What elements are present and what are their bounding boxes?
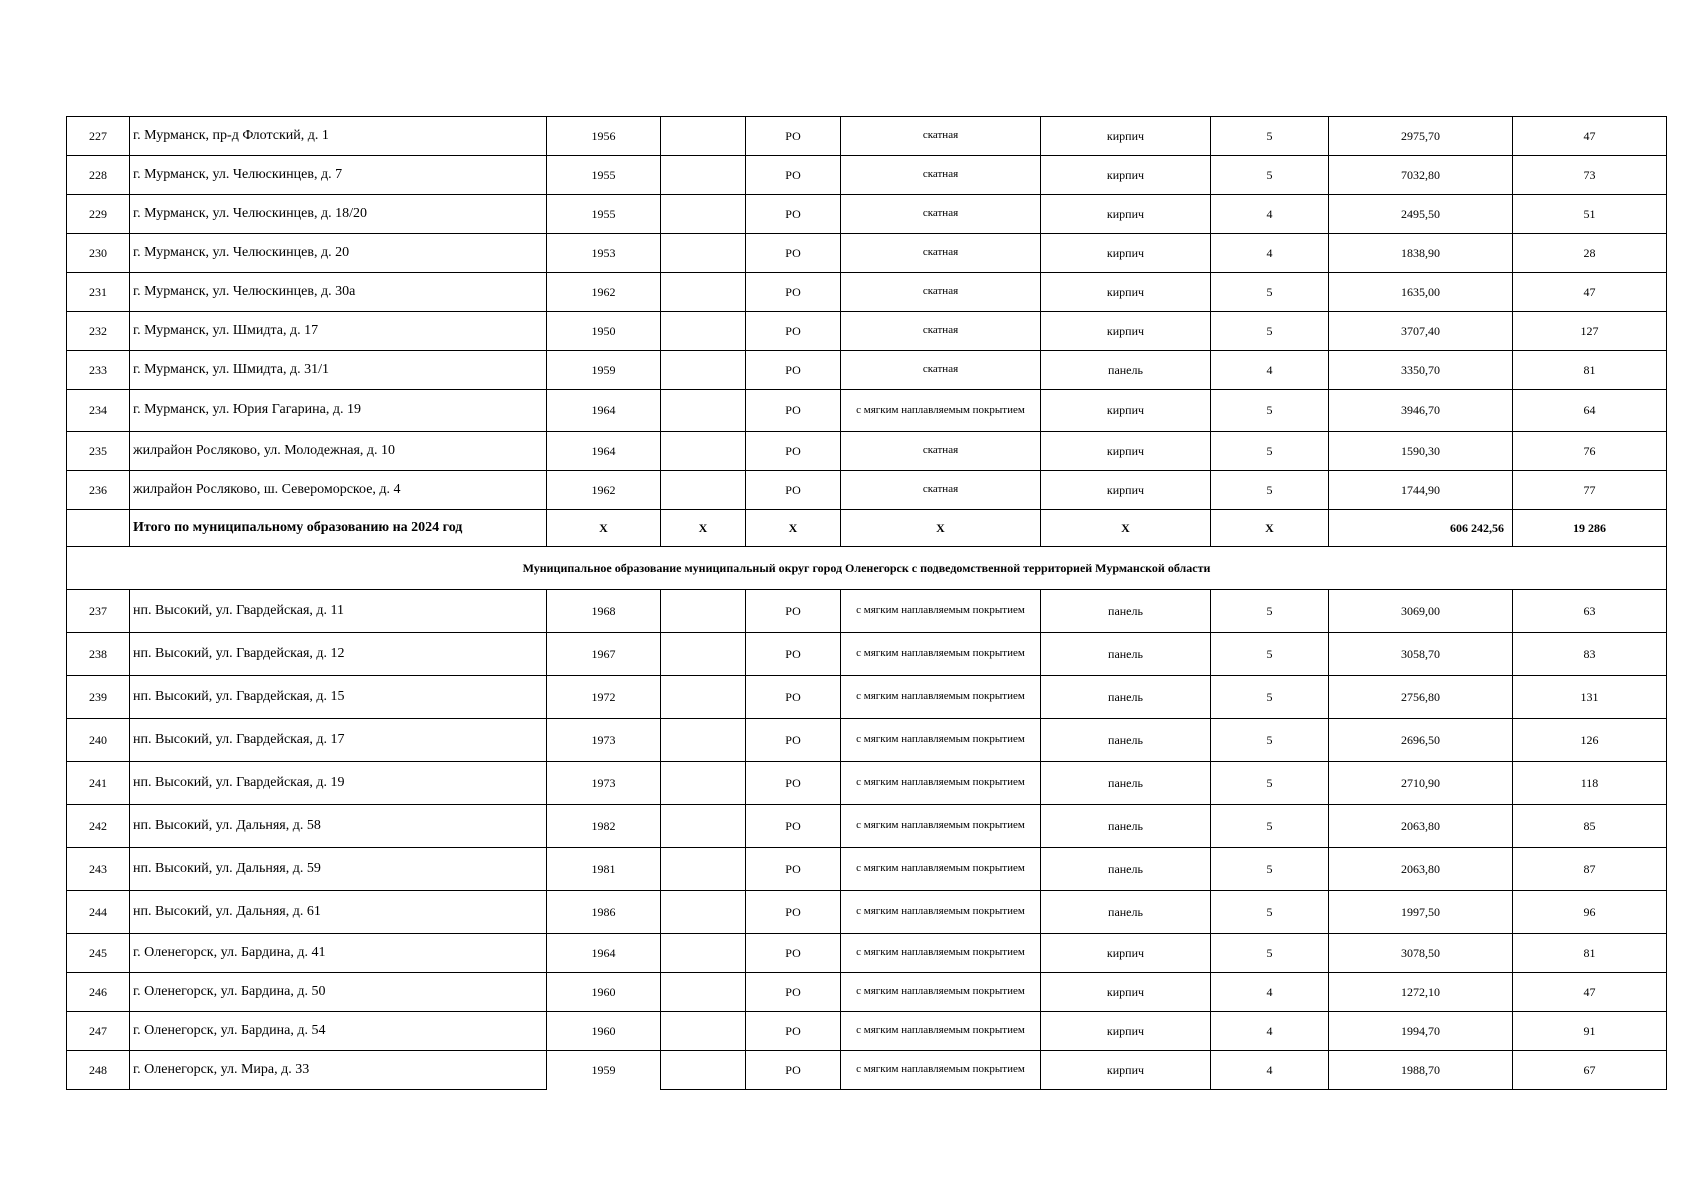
table-row	[67, 234, 1667, 273]
area-cell: 2710,90	[1329, 762, 1513, 805]
year-cell: 1959	[547, 351, 661, 390]
wall-material-cell: кирпич	[1041, 432, 1211, 471]
residents-cell: 28	[1513, 234, 1667, 273]
row-number-cell: 239	[67, 676, 130, 719]
wall-material-cell: панель	[1041, 719, 1211, 762]
row-number-cell: 232	[67, 312, 130, 351]
wall-material-cell: панель	[1041, 351, 1211, 390]
fund-type-cell: РО	[746, 891, 841, 934]
address-cell: нп. Высокий, ул. Гвардейская, д. 12	[130, 633, 547, 676]
empty-cell	[661, 1051, 746, 1090]
area-cell: 1590,30	[1329, 432, 1513, 471]
residents-cell: 64	[1513, 390, 1667, 432]
floors-cell: 5	[1211, 312, 1329, 351]
wall-material-cell: кирпич	[1041, 117, 1211, 156]
table-row	[67, 805, 1667, 848]
fund-type-cell: РО	[746, 719, 841, 762]
floors-cell: 4	[1211, 234, 1329, 273]
roof-type-cell: с мягким наплавляемым покрытием	[841, 1012, 1041, 1051]
roof-type-cell: с мягким наплавляемым покрытием	[841, 762, 1041, 805]
year-cell: 1973	[547, 762, 661, 805]
roof-type-cell: скатная	[841, 432, 1041, 471]
table-row	[67, 1051, 1667, 1090]
year-cell: 1968	[547, 590, 661, 633]
address-cell: г. Мурманск, ул. Юрия Гагарина, д. 19	[130, 390, 547, 432]
fund-type-cell: РО	[746, 762, 841, 805]
empty-cell	[661, 590, 746, 633]
table-row	[67, 273, 1667, 312]
wall-material-cell: панель	[1041, 590, 1211, 633]
wall-material-cell: кирпич	[1041, 195, 1211, 234]
address-cell: жилрайон Росляково, ш. Североморское, д. 4	[130, 471, 547, 510]
area-cell: 1988,70	[1329, 1051, 1513, 1090]
fund-type-cell: РО	[746, 1012, 841, 1051]
year-cell: 1981	[547, 848, 661, 891]
area-cell: 7032,80	[1329, 156, 1513, 195]
empty-cell	[661, 312, 746, 351]
total-floors-x: X	[1211, 510, 1329, 547]
row-number-cell: 248	[67, 1051, 130, 1090]
total-row-number-cell	[67, 510, 130, 547]
table-row	[67, 390, 1667, 432]
roof-type-cell: с мягким наплавляемым покрытием	[841, 934, 1041, 973]
empty-cell	[661, 633, 746, 676]
empty-cell	[661, 676, 746, 719]
roof-type-cell: с мягким наплавляемым покрытием	[841, 676, 1041, 719]
roof-type-cell: с мягким наплавляемым покрытием	[841, 891, 1041, 934]
residents-cell: 127	[1513, 312, 1667, 351]
row-number-cell: 245	[67, 934, 130, 973]
floors-cell: 5	[1211, 934, 1329, 973]
table-row	[67, 590, 1667, 633]
table-row	[67, 156, 1667, 195]
floors-cell: 5	[1211, 848, 1329, 891]
area-cell: 3707,40	[1329, 312, 1513, 351]
area-cell: 3350,70	[1329, 351, 1513, 390]
fund-type-cell: РО	[746, 390, 841, 432]
year-cell: 1986	[547, 891, 661, 934]
table-row	[67, 432, 1667, 471]
area-cell: 1272,10	[1329, 973, 1513, 1012]
total-fund-x: X	[746, 510, 841, 547]
fund-type-cell: РО	[746, 195, 841, 234]
year-cell: 1962	[547, 471, 661, 510]
empty-cell	[661, 390, 746, 432]
section-title: Муниципальное образование муниципальный округ город Оленегорск с подведомственной территорией Мурманской области	[67, 547, 1667, 590]
fund-type-cell: РО	[746, 471, 841, 510]
area-cell: 2495,50	[1329, 195, 1513, 234]
empty-cell	[661, 848, 746, 891]
roof-type-cell: с мягким наплавляемым покрытием	[841, 973, 1041, 1012]
floors-cell: 5	[1211, 891, 1329, 934]
table-row	[67, 934, 1667, 973]
residents-cell: 81	[1513, 934, 1667, 973]
table-row	[67, 973, 1667, 1012]
table-row	[67, 848, 1667, 891]
table-row	[67, 471, 1667, 510]
table-row	[67, 351, 1667, 390]
floors-cell: 5	[1211, 805, 1329, 848]
address-cell: нп. Высокий, ул. Гвардейская, д. 11	[130, 590, 547, 633]
address-cell: г. Оленегорск, ул. Бардина, д. 54	[130, 1012, 547, 1051]
row-number-cell: 247	[67, 1012, 130, 1051]
fund-type-cell: РО	[746, 117, 841, 156]
fund-type-cell: РО	[746, 805, 841, 848]
year-cell: 1959	[547, 1051, 661, 1090]
floors-cell: 5	[1211, 676, 1329, 719]
row-number-cell: 238	[67, 633, 130, 676]
section-header-row	[67, 547, 1667, 590]
row-number-cell: 241	[67, 762, 130, 805]
empty-cell	[661, 471, 746, 510]
residents-cell: 51	[1513, 195, 1667, 234]
wall-material-cell: кирпич	[1041, 934, 1211, 973]
year-cell: 1962	[547, 273, 661, 312]
area-cell: 2975,70	[1329, 117, 1513, 156]
wall-material-cell: кирпич	[1041, 973, 1211, 1012]
address-cell: нп. Высокий, ул. Дальняя, д. 61	[130, 891, 547, 934]
total-row-label: Итого по муниципальному образованию на 2024 год	[130, 510, 547, 547]
floors-cell: 4	[1211, 195, 1329, 234]
floors-cell: 4	[1211, 973, 1329, 1012]
wall-material-cell: панель	[1041, 762, 1211, 805]
area-cell: 3058,70	[1329, 633, 1513, 676]
roof-type-cell: скатная	[841, 156, 1041, 195]
table-row	[67, 195, 1667, 234]
residents-cell: 96	[1513, 891, 1667, 934]
fund-type-cell: РО	[746, 273, 841, 312]
residents-cell: 63	[1513, 590, 1667, 633]
area-cell: 1997,50	[1329, 891, 1513, 934]
floors-cell: 5	[1211, 117, 1329, 156]
roof-type-cell: скатная	[841, 195, 1041, 234]
row-number-cell: 240	[67, 719, 130, 762]
area-cell: 1994,70	[1329, 1012, 1513, 1051]
wall-material-cell: кирпич	[1041, 234, 1211, 273]
address-cell: нп. Высокий, ул. Гвардейская, д. 19	[130, 762, 547, 805]
row-number-cell: 246	[67, 973, 130, 1012]
fund-type-cell: РО	[746, 590, 841, 633]
residents-cell: 47	[1513, 273, 1667, 312]
floors-cell: 4	[1211, 1051, 1329, 1090]
empty-cell	[661, 1012, 746, 1051]
fund-type-cell: РО	[746, 848, 841, 891]
roof-type-cell: с мягким наплавляемым покрытием	[841, 390, 1041, 432]
roof-type-cell: скатная	[841, 117, 1041, 156]
area-cell: 2696,50	[1329, 719, 1513, 762]
floors-cell: 5	[1211, 590, 1329, 633]
roof-type-cell: с мягким наплавляемым покрытием	[841, 1051, 1041, 1090]
fund-type-cell: РО	[746, 234, 841, 273]
empty-cell	[661, 234, 746, 273]
fund-type-cell: РО	[746, 351, 841, 390]
address-cell: г. Оленегорск, ул. Бардина, д. 41	[130, 934, 547, 973]
total-year-x: X	[547, 510, 661, 547]
roof-type-cell: с мягким наплавляемым покрытием	[841, 633, 1041, 676]
area-cell: 1838,90	[1329, 234, 1513, 273]
roof-type-cell: скатная	[841, 273, 1041, 312]
row-number-cell: 228	[67, 156, 130, 195]
area-cell: 2756,80	[1329, 676, 1513, 719]
residents-cell: 73	[1513, 156, 1667, 195]
year-cell: 1964	[547, 934, 661, 973]
floors-cell: 5	[1211, 633, 1329, 676]
floors-cell: 5	[1211, 719, 1329, 762]
wall-material-cell: панель	[1041, 633, 1211, 676]
wall-material-cell: кирпич	[1041, 1051, 1211, 1090]
total-wall-x: X	[1041, 510, 1211, 547]
address-cell: г. Оленегорск, ул. Мира, д. 33	[130, 1051, 547, 1090]
empty-cell	[661, 973, 746, 1012]
wall-material-cell: панель	[1041, 805, 1211, 848]
fund-type-cell: РО	[746, 973, 841, 1012]
roof-type-cell: скатная	[841, 234, 1041, 273]
area-cell: 3078,50	[1329, 934, 1513, 973]
year-cell: 1960	[547, 973, 661, 1012]
table-row	[67, 676, 1667, 719]
row-number-cell: 233	[67, 351, 130, 390]
table-body-summary	[67, 510, 1667, 590]
table-row	[67, 117, 1667, 156]
address-cell: нп. Высокий, ул. Дальняя, д. 59	[130, 848, 547, 891]
address-cell: г. Мурманск, ул. Шмидта, д. 31/1	[130, 351, 547, 390]
year-cell: 1967	[547, 633, 661, 676]
address-cell: г. Мурманск, пр-д Флотский, д. 1	[130, 117, 547, 156]
residents-cell: 118	[1513, 762, 1667, 805]
roof-type-cell: с мягким наплавляемым покрытием	[841, 805, 1041, 848]
residents-cell: 47	[1513, 117, 1667, 156]
residents-cell: 83	[1513, 633, 1667, 676]
year-cell: 1956	[547, 117, 661, 156]
total-col4-x: X	[661, 510, 746, 547]
table-row	[67, 891, 1667, 934]
empty-cell	[661, 762, 746, 805]
address-cell: жилрайон Росляково, ул. Молодежная, д. 10	[130, 432, 547, 471]
wall-material-cell: панель	[1041, 891, 1211, 934]
year-cell: 1950	[547, 312, 661, 351]
row-number-cell: 242	[67, 805, 130, 848]
total-residents: 19 286	[1513, 510, 1667, 547]
address-cell: г. Оленегорск, ул. Бардина, д. 50	[130, 973, 547, 1012]
year-cell: 1964	[547, 432, 661, 471]
floors-cell: 4	[1211, 1012, 1329, 1051]
residents-cell: 126	[1513, 719, 1667, 762]
area-cell: 2063,80	[1329, 848, 1513, 891]
row-number-cell: 230	[67, 234, 130, 273]
empty-cell	[661, 351, 746, 390]
floors-cell: 5	[1211, 273, 1329, 312]
year-cell: 1953	[547, 234, 661, 273]
residents-cell: 87	[1513, 848, 1667, 891]
floors-cell: 5	[1211, 432, 1329, 471]
empty-cell	[661, 432, 746, 471]
table-row	[67, 312, 1667, 351]
address-cell: нп. Высокий, ул. Гвардейская, д. 17	[130, 719, 547, 762]
wall-material-cell: кирпич	[1041, 1012, 1211, 1051]
floors-cell: 4	[1211, 351, 1329, 390]
empty-cell	[661, 805, 746, 848]
wall-material-cell: кирпич	[1041, 156, 1211, 195]
row-number-cell: 237	[67, 590, 130, 633]
residents-cell: 81	[1513, 351, 1667, 390]
residents-cell: 76	[1513, 432, 1667, 471]
floors-cell: 5	[1211, 762, 1329, 805]
fund-type-cell: РО	[746, 312, 841, 351]
row-number-cell: 227	[67, 117, 130, 156]
address-cell: г. Мурманск, ул. Челюскинцев, д. 18/20	[130, 195, 547, 234]
empty-cell	[661, 156, 746, 195]
residents-cell: 131	[1513, 676, 1667, 719]
year-cell: 1972	[547, 676, 661, 719]
table-body-olenegorsk	[67, 590, 1667, 1090]
roof-type-cell: скатная	[841, 471, 1041, 510]
table-row	[67, 719, 1667, 762]
floors-cell: 5	[1211, 471, 1329, 510]
area-cell: 3946,70	[1329, 390, 1513, 432]
row-number-cell: 235	[67, 432, 130, 471]
residents-cell: 67	[1513, 1051, 1667, 1090]
residents-cell: 47	[1513, 973, 1667, 1012]
wall-material-cell: панель	[1041, 848, 1211, 891]
residents-cell: 85	[1513, 805, 1667, 848]
year-cell: 1964	[547, 390, 661, 432]
floors-cell: 5	[1211, 156, 1329, 195]
address-cell: г. Мурманск, ул. Челюскинцев, д. 20	[130, 234, 547, 273]
address-cell: г. Мурманск, ул. Челюскинцев, д. 30а	[130, 273, 547, 312]
row-number-cell: 243	[67, 848, 130, 891]
empty-cell	[661, 117, 746, 156]
table-row	[67, 762, 1667, 805]
wall-material-cell: кирпич	[1041, 471, 1211, 510]
address-cell: г. Мурманск, ул. Челюскинцев, д. 7	[130, 156, 547, 195]
row-number-cell: 229	[67, 195, 130, 234]
year-cell: 1955	[547, 195, 661, 234]
total-area: 606 242,56	[1329, 510, 1513, 547]
address-cell: г. Мурманск, ул. Шмидта, д. 17	[130, 312, 547, 351]
wall-material-cell: кирпич	[1041, 390, 1211, 432]
row-number-cell: 244	[67, 891, 130, 934]
fund-type-cell: РО	[746, 676, 841, 719]
row-number-cell: 234	[67, 390, 130, 432]
wall-material-cell: панель	[1041, 676, 1211, 719]
fund-type-cell: РО	[746, 1051, 841, 1090]
roof-type-cell: скатная	[841, 351, 1041, 390]
total-row	[67, 510, 1667, 547]
roof-type-cell: с мягким наплавляемым покрытием	[841, 848, 1041, 891]
roof-type-cell: с мягким наплавляемым покрытием	[841, 590, 1041, 633]
empty-cell	[661, 273, 746, 312]
row-number-cell: 236	[67, 471, 130, 510]
empty-cell	[661, 719, 746, 762]
empty-cell	[661, 195, 746, 234]
total-roof-x: X	[841, 510, 1041, 547]
roof-type-cell: с мягким наплавляемым покрытием	[841, 719, 1041, 762]
area-cell: 2063,80	[1329, 805, 1513, 848]
area-cell: 1635,00	[1329, 273, 1513, 312]
table-body-murmansk	[67, 117, 1667, 510]
fund-type-cell: РО	[746, 934, 841, 973]
empty-cell	[661, 891, 746, 934]
address-cell: нп. Высокий, ул. Дальняя, д. 58	[130, 805, 547, 848]
floors-cell: 5	[1211, 390, 1329, 432]
residents-cell: 77	[1513, 471, 1667, 510]
table-row	[67, 633, 1667, 676]
roof-type-cell: скатная	[841, 312, 1041, 351]
wall-material-cell: кирпич	[1041, 273, 1211, 312]
empty-cell	[661, 934, 746, 973]
area-cell: 1744,90	[1329, 471, 1513, 510]
year-cell: 1973	[547, 719, 661, 762]
year-cell: 1955	[547, 156, 661, 195]
fund-type-cell: РО	[746, 156, 841, 195]
wall-material-cell: кирпич	[1041, 312, 1211, 351]
table-row	[67, 1012, 1667, 1051]
area-cell: 3069,00	[1329, 590, 1513, 633]
row-number-cell: 231	[67, 273, 130, 312]
housing-register-table	[66, 116, 1667, 1090]
fund-type-cell: РО	[746, 432, 841, 471]
residents-cell: 91	[1513, 1012, 1667, 1051]
fund-type-cell: РО	[746, 633, 841, 676]
year-cell: 1960	[547, 1012, 661, 1051]
year-cell: 1982	[547, 805, 661, 848]
address-cell: нп. Высокий, ул. Гвардейская, д. 15	[130, 676, 547, 719]
